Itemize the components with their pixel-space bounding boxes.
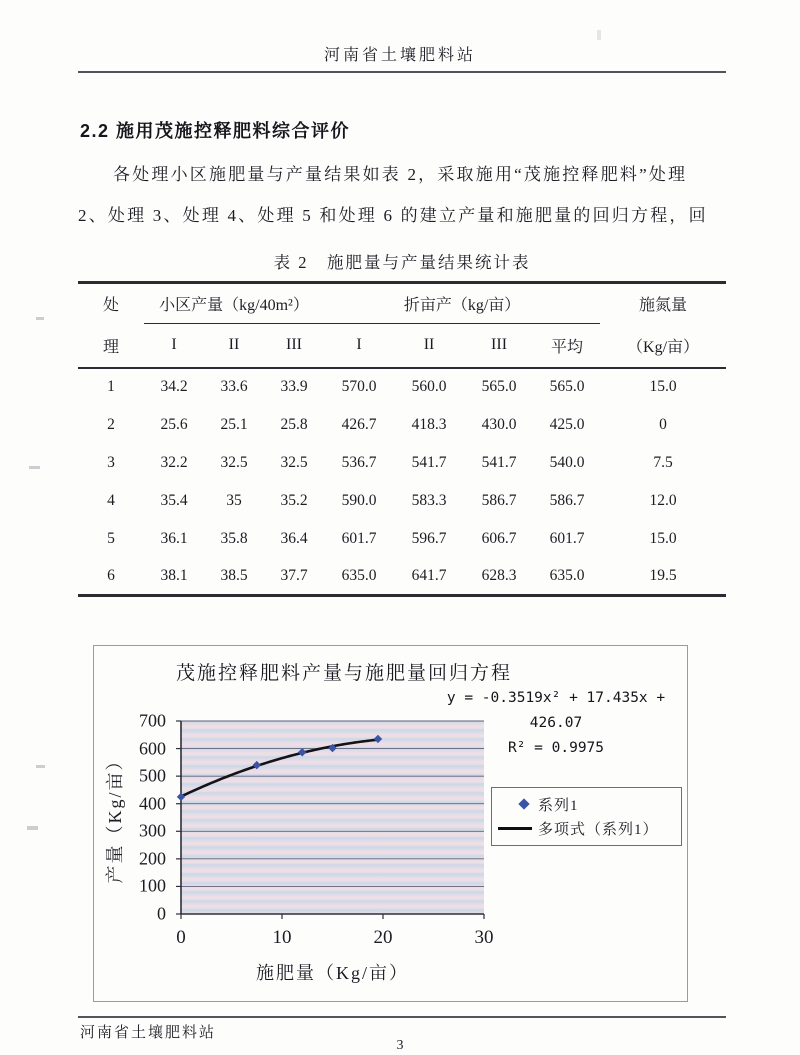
table-cell: 35.2 xyxy=(280,491,308,509)
x-tick-label: 20 xyxy=(373,927,393,948)
table-cell: 1 xyxy=(107,378,115,395)
col-group-plot-yield: 小区产量（kg/40m²） xyxy=(144,283,324,324)
subcol-3: III xyxy=(264,324,324,368)
table-cell: 635.0 xyxy=(549,566,585,584)
x-axis-title: 施肥量（Kg/亩） xyxy=(256,963,409,983)
header-rule xyxy=(78,71,726,73)
table-cell: 586.7 xyxy=(549,491,585,509)
y-tick-label: 200 xyxy=(139,848,166,869)
equation-line-2: 426.07 xyxy=(529,715,583,731)
footer-rule xyxy=(78,1016,726,1018)
subcol-avg: 平均 xyxy=(534,324,600,368)
scan-artifact xyxy=(36,317,44,320)
subcol-6: III xyxy=(464,324,534,368)
table-cell: 35.8 xyxy=(220,529,248,547)
footer-title: 河南省土壤肥料站 xyxy=(80,1025,217,1041)
x-tick-label: 30 xyxy=(474,927,494,948)
table-cell: 540.0 xyxy=(549,453,585,471)
table-cell: 37.7 xyxy=(280,566,308,584)
y-tick-label: 600 xyxy=(139,738,166,759)
y-tick-label: 0 xyxy=(157,903,166,924)
table-cell: 641.7 xyxy=(411,566,447,584)
table-cell: 32.5 xyxy=(220,453,248,471)
table-cell: 601.7 xyxy=(549,529,585,547)
legend-item xyxy=(496,816,677,840)
regression-chart xyxy=(93,645,688,1002)
table-cell: 25.1 xyxy=(220,415,248,433)
data-point-diamond xyxy=(374,735,382,743)
table-cell: 35.4 xyxy=(160,491,188,509)
table-cell: 25.6 xyxy=(160,415,188,433)
subcol-1: I xyxy=(144,324,204,368)
table-cell: 38.5 xyxy=(220,566,248,584)
table-row xyxy=(78,444,726,482)
chart-title: 茂施控释肥料产量与施肥量回归方程 xyxy=(175,663,512,684)
subcol-4: I xyxy=(324,324,394,368)
table-cell: 36.1 xyxy=(160,529,188,547)
table-caption: 表 2 施肥量与产量结果统计表 xyxy=(273,253,531,272)
table-cell: 596.7 xyxy=(411,529,447,547)
table-cell: 565.0 xyxy=(549,378,585,395)
data-point-diamond xyxy=(298,748,306,756)
y-tick-label: 500 xyxy=(139,765,166,786)
table-cell: 33.6 xyxy=(220,378,248,395)
table-cell: 7.5 xyxy=(653,453,673,471)
table-cell: 36.4 xyxy=(280,529,308,547)
table-cell: 33.9 xyxy=(280,378,308,395)
table-body xyxy=(78,368,726,596)
table-cell: 418.3 xyxy=(411,415,447,433)
header-title: 河南省土壤肥料站 xyxy=(323,47,476,64)
chart-legend xyxy=(491,787,682,846)
table-cell: 601.7 xyxy=(341,529,377,547)
table-cell: 12.0 xyxy=(649,491,677,509)
table-row xyxy=(78,520,726,558)
table-cell: 628.3 xyxy=(481,566,517,584)
table-cell: 565.0 xyxy=(481,378,517,395)
table-cell: 425.0 xyxy=(549,415,585,433)
table-cell: 3 xyxy=(107,453,115,471)
col-header-n-rate: 施氮量 xyxy=(639,297,688,315)
table-cell: 426.7 xyxy=(341,415,377,433)
table-cell: 541.7 xyxy=(411,453,447,471)
equation-line-1: y = -0.3519x² + 17.435x + xyxy=(446,690,666,706)
table-row xyxy=(78,368,726,406)
table-cell: 430.0 xyxy=(481,415,517,433)
trendline-swatch-icon xyxy=(498,827,532,830)
subcol-2: II xyxy=(204,324,264,368)
scan-artifact xyxy=(597,30,601,40)
table-row xyxy=(78,558,726,596)
col-header-li: 理 xyxy=(78,324,144,368)
table-cell: 560.0 xyxy=(411,378,447,395)
col-header-chu: 处 xyxy=(102,297,119,315)
table-cell: 15.0 xyxy=(649,378,677,395)
table-cell: 38.1 xyxy=(160,566,188,584)
paragraph-line-2: 2、处理 3、处理 4、处理 5 和处理 6 的建立产量和施肥量的回归方程，回 xyxy=(78,206,708,225)
y-tick-label: 700 xyxy=(139,710,166,731)
paragraph-line-1: 各处理小区施肥量与产量结果如表 2，采取施用“茂施控释肥料”处理 xyxy=(113,165,688,184)
x-tick-label: 10 xyxy=(272,927,292,948)
scan-artifact xyxy=(36,765,45,768)
y-tick-label: 100 xyxy=(139,875,166,896)
table-cell: 4 xyxy=(107,491,115,509)
table-cell: 606.7 xyxy=(481,529,517,547)
table-cell: 6 xyxy=(107,566,115,584)
table-cell: 15.0 xyxy=(649,529,677,547)
subcol-5: II xyxy=(394,324,464,368)
table-cell: 541.7 xyxy=(481,453,517,471)
col-header-n-rate-unit: （Kg/亩） xyxy=(600,324,726,368)
table-row xyxy=(78,482,726,520)
table-cell: 2 xyxy=(107,415,115,433)
scan-artifact xyxy=(27,826,38,830)
x-axis-tick-labels xyxy=(176,927,494,951)
table-cell: 32.5 xyxy=(280,453,308,471)
results-table xyxy=(78,281,726,597)
table-cell: 536.7 xyxy=(341,453,377,471)
y-axis-title: 产量（Kg/亩） xyxy=(105,750,125,884)
table-cell: 586.7 xyxy=(481,491,517,509)
col-group-per-mu-yield: 折亩产（kg/亩） xyxy=(324,283,600,324)
table-cell: 0 xyxy=(659,415,667,433)
table-cell: 570.0 xyxy=(341,378,377,395)
table-cell: 590.0 xyxy=(341,491,377,509)
table-cell: 5 xyxy=(107,529,115,547)
scan-artifact xyxy=(29,466,40,469)
table-cell: 34.2 xyxy=(160,378,188,395)
table-cell: 583.3 xyxy=(411,491,447,509)
table-cell: 32.2 xyxy=(160,453,188,471)
diamond-marker-icon xyxy=(518,798,529,809)
plot-svg xyxy=(181,721,484,914)
section-heading: 2.2 施用茂施控释肥料综合评价 xyxy=(80,121,351,141)
equation-r-squared: R² = 0.9975 xyxy=(507,740,605,756)
page-number: 3 xyxy=(396,1038,404,1053)
y-tick-label: 400 xyxy=(139,793,166,814)
y-tick-label: 300 xyxy=(139,820,166,841)
table-cell: 25.8 xyxy=(280,415,308,433)
table-cell: 35 xyxy=(226,491,242,509)
table-cell: 19.5 xyxy=(649,566,677,584)
table-row xyxy=(78,406,726,444)
x-tick-label: 0 xyxy=(176,927,186,948)
legend-item xyxy=(496,792,677,816)
table-cell: 635.0 xyxy=(341,566,377,584)
plot-area xyxy=(181,721,484,914)
legend-label: 多项式（系列1） xyxy=(538,821,659,838)
legend-label: 系列1 xyxy=(538,797,579,814)
